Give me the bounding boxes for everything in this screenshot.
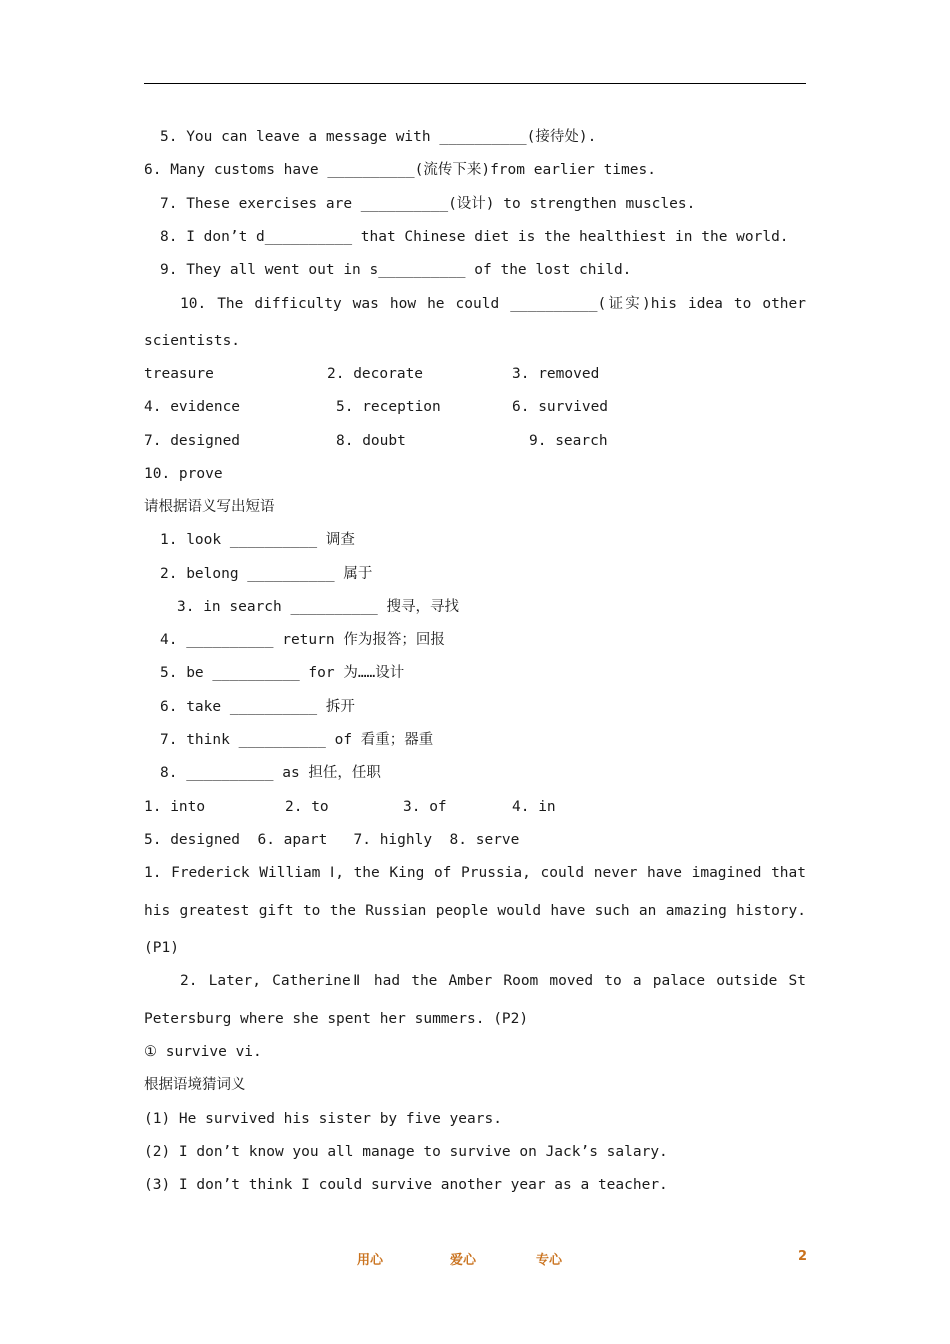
question-5: 5. You can leave a message with __________(接待处). (160, 129, 597, 145)
footer-motto-1: 用心 (357, 1253, 384, 1268)
example-sentence: (3) I don’t think I could survive another year as a teacher. (144, 1177, 668, 1193)
phrase-item: 3. in search __________ 搜寻，寻找 (177, 599, 460, 615)
phrase-item: 7. think __________ of 看重；器重 (160, 732, 434, 748)
sentence-1-line1: 1. Frederick William Ⅰ, the King of Prussia, could never have imagined that (144, 865, 806, 881)
phrase-answer-3: 3. of (403, 799, 447, 815)
answer-8: 8. doubt (336, 433, 406, 449)
sentence-1-line2: his greatest gift to the Russian people would have such an amazing history. (144, 903, 806, 919)
answer-6: 6. survived (512, 399, 609, 415)
question-6: 6. Many customs have __________(流传下来)from earlier times. (144, 162, 656, 178)
answer-7: 7. designed (144, 433, 241, 449)
answer-5: 5. reception (336, 399, 441, 415)
question-7: 7. These exercises are __________(设计) to strengthen muscles. (160, 196, 696, 212)
sentence-2-line2: Petersburg where she spent her summers. (P2) (144, 1011, 529, 1027)
answer-10: 10. prove (144, 466, 223, 482)
vocab-entry: ① survive vi. (144, 1044, 262, 1060)
phrase-item: 4. __________ return 作为报答；回报 (160, 632, 445, 648)
phrase-item: 6. take __________ 拆开 (160, 699, 355, 715)
phrase-answers-row2: 5. designed 6. apart 7. highly 8. serve (144, 832, 520, 848)
page-number: 2 (798, 1249, 808, 1264)
example-sentence: (1) He survived his sister by five years. (144, 1111, 502, 1127)
question-10-line2: scientists. (144, 333, 241, 349)
footer-motto-3: 专心 (536, 1253, 563, 1268)
phrases-heading: 请根据语义写出短语 (144, 499, 275, 515)
answer-1: treasure (144, 366, 214, 382)
phrase-answer-1: 1. into (144, 799, 206, 815)
phrase-item: 1. look __________ 调查 (160, 532, 355, 548)
sentence-1-line3: (P1) (144, 940, 179, 956)
question-9: 9. They all went out in s__________ of the lost child. (160, 262, 632, 278)
answer-2: 2. decorate (327, 366, 424, 382)
phrase-item: 8. __________ as 担任，任职 (160, 765, 381, 781)
header-rule (144, 83, 806, 84)
vocab-heading: 根据语境猜词义 (144, 1077, 246, 1093)
phrase-answer-4: 4. in (512, 799, 556, 815)
footer-motto-2: 爱心 (450, 1253, 477, 1268)
phrase-answer-2: 2. to (285, 799, 329, 815)
answer-3: 3. removed (512, 366, 600, 382)
phrase-item: 2. belong __________ 属于 (160, 566, 373, 582)
answer-4: 4. evidence (144, 399, 241, 415)
answer-9: 9. search (529, 433, 608, 449)
phrase-item: 5. be __________ for 为……设计 (160, 665, 405, 681)
question-10-line1: 10. The difficulty was how he could __________(证实)his idea to other (180, 296, 806, 312)
sentence-2-line1: 2. Later, CatherineⅡ had the Amber Room moved to a palace outside St (180, 973, 806, 989)
example-sentence: (2) I don’t know you all manage to survive on Jack’s salary. (144, 1144, 668, 1160)
question-8: 8. I don’t d__________ that Chinese diet is the healthiest in the world. (160, 229, 789, 245)
